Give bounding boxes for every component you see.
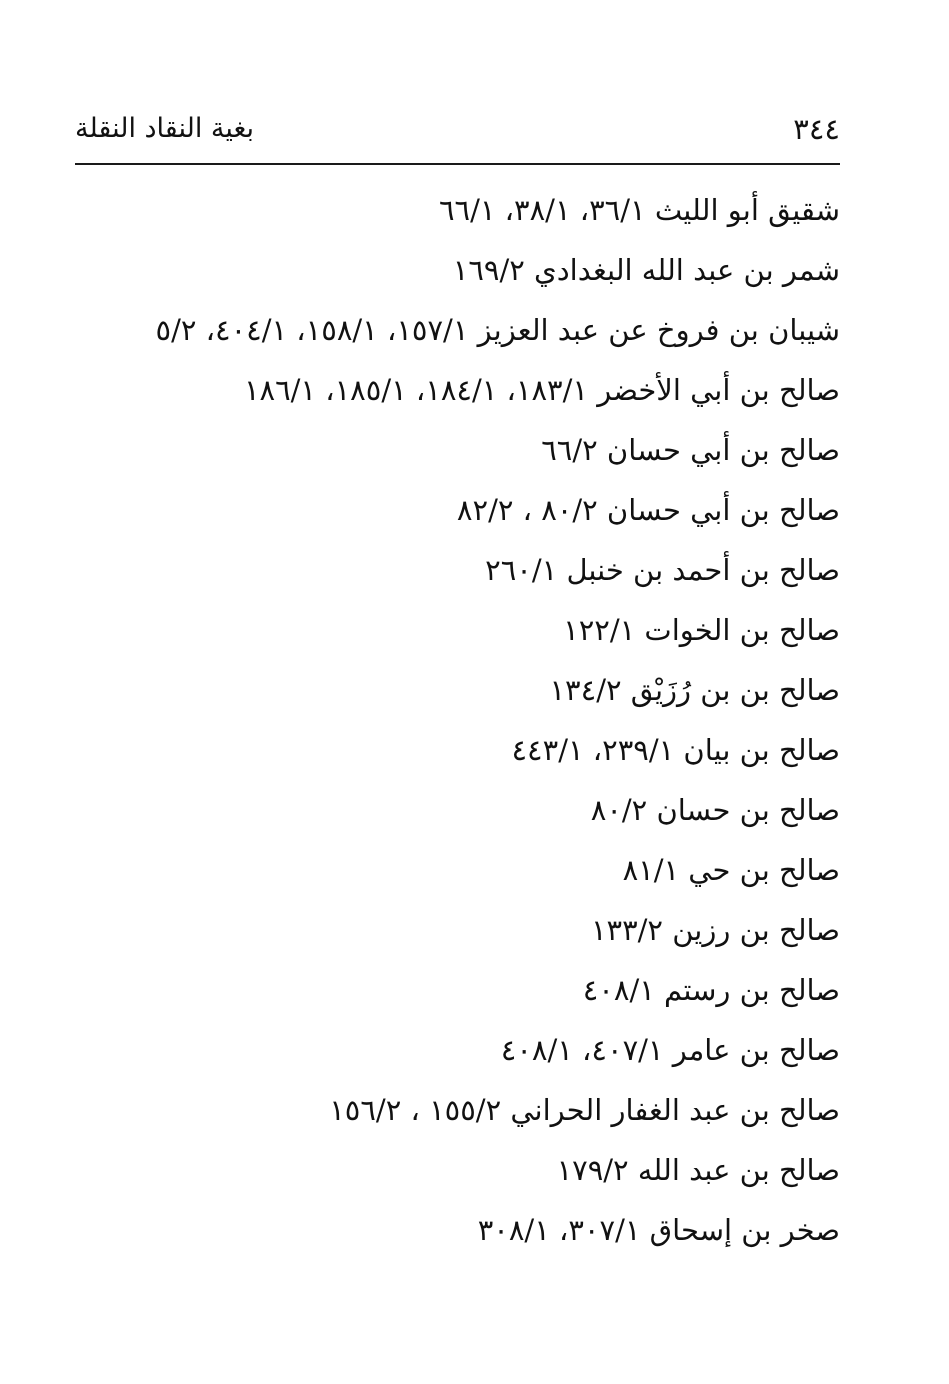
- running-title: بغية النقاد النقلة: [75, 113, 255, 144]
- index-entry: صالح بن أبي حسان ٦٦/٢: [541, 433, 840, 467]
- index-entry: صالح بن رستم ٤٠٨/١: [582, 973, 840, 1007]
- index-entry: صالح بن أحمد بن خنبل ٢٦٠/١: [485, 553, 840, 587]
- index-entry: شقيق أبو الليث ٣٦/١، ٣٨/١، ٦٦/١: [438, 193, 840, 227]
- index-entry: صالح بن حي ٨١/١: [622, 853, 840, 887]
- index-entry: صالح بن عامر ٤٠٧/١، ٤٠٨/١: [500, 1033, 840, 1067]
- index-entry: صالح بن حسان ٨٠/٢: [590, 793, 840, 827]
- index-entry: صالح بن الخوات ١٢٢/١: [563, 613, 840, 647]
- page-number: ٣٤٤: [793, 112, 840, 146]
- index-entries: [75, 185, 840, 1265]
- index-entry: شمر بن عبد الله البغدادي ١٦٩/٢: [452, 253, 840, 287]
- page-header: [75, 105, 840, 157]
- index-entry: صالح بن بيان ٢٣٩/١، ٤٤٣/١: [511, 733, 840, 767]
- index-entry: صالح بن أبي الأخضر ١٨٣/١، ١٨٤/١، ١٨٥/١، ١٨٦/١: [243, 373, 840, 407]
- index-entry: شيبان بن فروخ عن عبد العزيز ١٥٧/١، ١٥٨/١، ٤٠٤/١، ٥/٢: [155, 313, 840, 347]
- index-entry: صالح بن رزين ١٣٣/٢: [590, 913, 840, 947]
- header-divider: [75, 163, 840, 165]
- index-entry: صالح بن أبي حسان ٨٠/٢ ، ٨٢/٢: [456, 493, 840, 527]
- index-entry: صخر بن إسحاق ٣٠٧/١، ٣٠٨/١: [477, 1213, 840, 1247]
- index-entry: صالح بن عبد الغفار الحراني ١٥٥/٢ ، ١٥٦/٢: [329, 1093, 840, 1127]
- index-entry: صالح بن بن رُزَيْق ١٣٤/٢: [549, 673, 840, 707]
- index-entry: صالح بن عبد الله ١٧٩/٢: [556, 1153, 840, 1187]
